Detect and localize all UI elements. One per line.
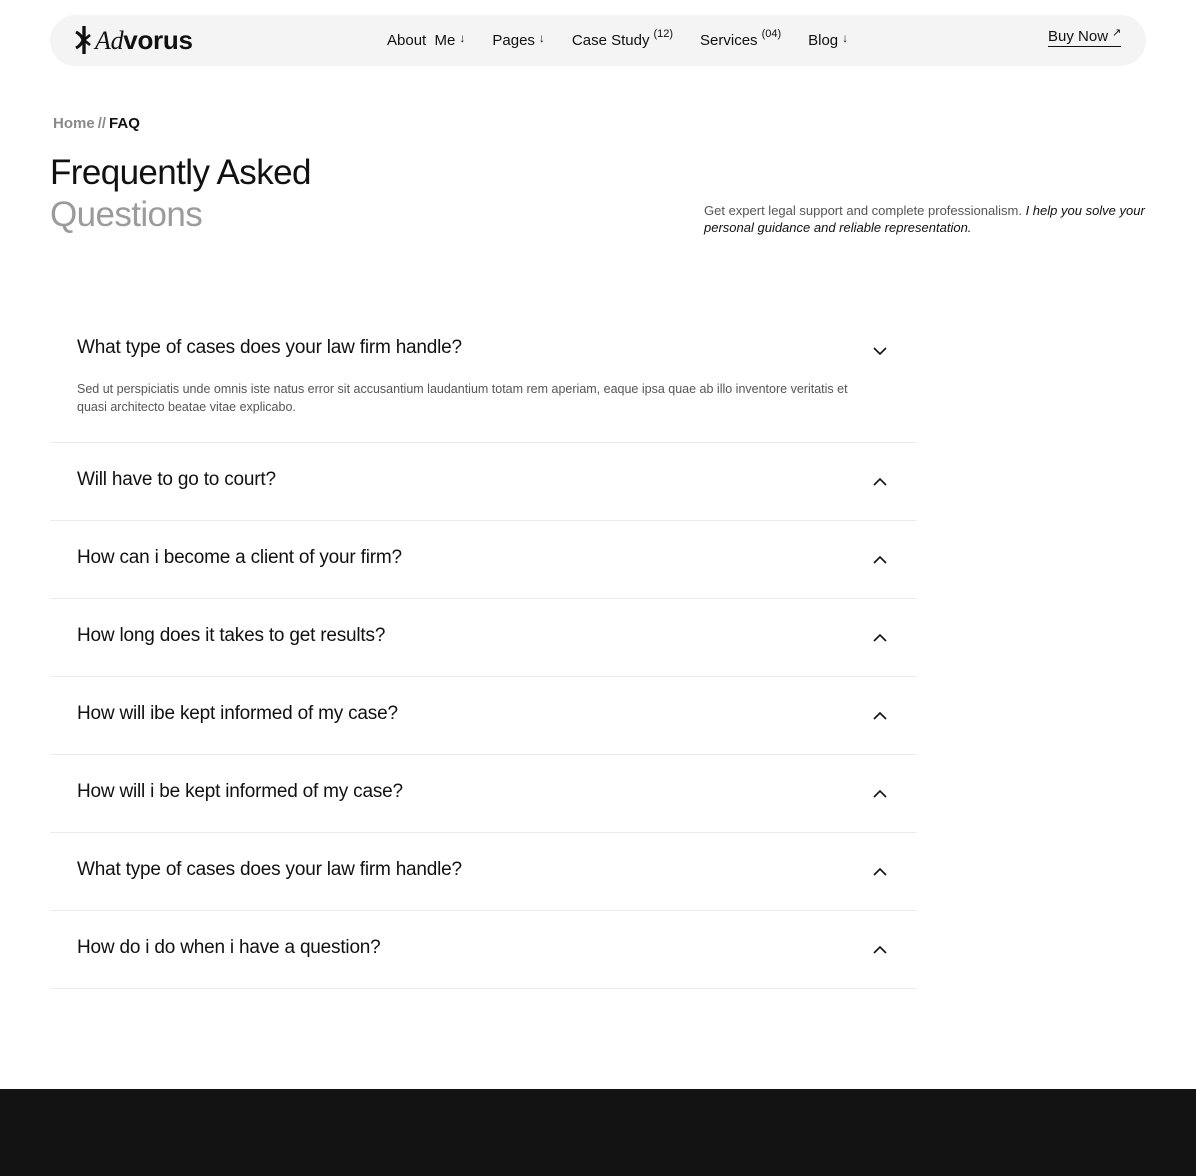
arrow-down-icon: ↓: [538, 31, 545, 45]
chevron-up-icon[interactable]: [871, 707, 889, 725]
services-count-badge: (04): [761, 28, 782, 40]
faq-question: How do i do when i have a question?: [77, 937, 381, 958]
faq-answer: Sed ut perspiciatis unde omnis iste natus error sit accusantium laudantium totam rem aperiam, eaque ipsa quae ab illo inventore veritatis et quasi architecto beatae vitae explicabo.: [77, 382, 848, 414]
faq-question: What type of cases does your law firm handle?: [77, 337, 462, 358]
faq-question: How will ibe kept informed of my case?: [77, 703, 398, 724]
faq-item[interactable]: [50, 521, 917, 599]
brand-name: Advorus: [95, 24, 193, 55]
faq-item[interactable]: [50, 833, 917, 911]
intro-emphasis: I help you solve your personal guidance and reliable representation.: [704, 203, 1145, 235]
faq-question: How will i be kept informed of my case?: [77, 781, 403, 802]
chevron-up-icon[interactable]: [871, 551, 889, 569]
faq-question: What type of cases does your law firm handle?: [77, 859, 462, 880]
nav-item-services[interactable]: Services $^{(04)}$: [700, 28, 782, 49]
page-title: Frequently Asked: [50, 153, 311, 192]
asterisk-logo-icon: [75, 26, 91, 54]
faq-item[interactable]: [50, 443, 917, 521]
chevron-up-icon[interactable]: [871, 863, 889, 881]
top-navbar: [50, 15, 1146, 66]
faq-question: Will have to go to court?: [77, 469, 276, 490]
nav-item-blog[interactable]: Blog ↓: [808, 31, 849, 49]
main-nav: [387, 29, 875, 51]
faq-item[interactable]: [50, 677, 917, 755]
buy-now-link[interactable]: Buy Now ↗: [1048, 27, 1122, 45]
nav-item-about-me[interactable]: About Me ↓: [387, 31, 466, 49]
faq-item[interactable]: [50, 755, 917, 833]
chevron-up-icon[interactable]: [871, 629, 889, 647]
breadcrumb-current: FAQ: [109, 115, 140, 132]
faq-item[interactable]: [50, 308, 917, 443]
breadcrumb-separator: //: [97, 115, 107, 132]
faq-item[interactable]: [50, 599, 917, 677]
nav-item-pages[interactable]: Pages ↓: [492, 31, 545, 49]
chevron-up-icon[interactable]: [871, 941, 889, 959]
arrow-up-right-icon: ↗: [1112, 27, 1122, 39]
arrow-down-icon: ↓: [459, 31, 466, 45]
breadcrumb: [53, 115, 140, 132]
faq-question: How long does it takes to get results?: [77, 625, 386, 646]
chevron-down-icon[interactable]: [871, 342, 889, 360]
footer-section: [0, 1089, 1196, 1176]
faq-question: How can i become a client of your firm?: [77, 547, 402, 568]
brand-logo[interactable]: [75, 25, 193, 55]
arrow-down-icon: ↓: [842, 31, 849, 45]
faq-accordion: [50, 308, 917, 989]
case-study-count-badge: (12): [653, 28, 674, 40]
nav-item-case-study[interactable]: Case Study $^{(12)}$: [571, 28, 674, 49]
breadcrumb-home-link[interactable]: Home: [53, 115, 95, 132]
chevron-up-icon[interactable]: [871, 473, 889, 491]
page-title-secondary: Questions: [50, 195, 203, 234]
chevron-up-icon[interactable]: [871, 785, 889, 803]
faq-item[interactable]: [50, 911, 917, 989]
intro-text: Get expert legal support and complete professionalism. I help you solve your personal guidance and reliable representation.: [704, 203, 1145, 235]
